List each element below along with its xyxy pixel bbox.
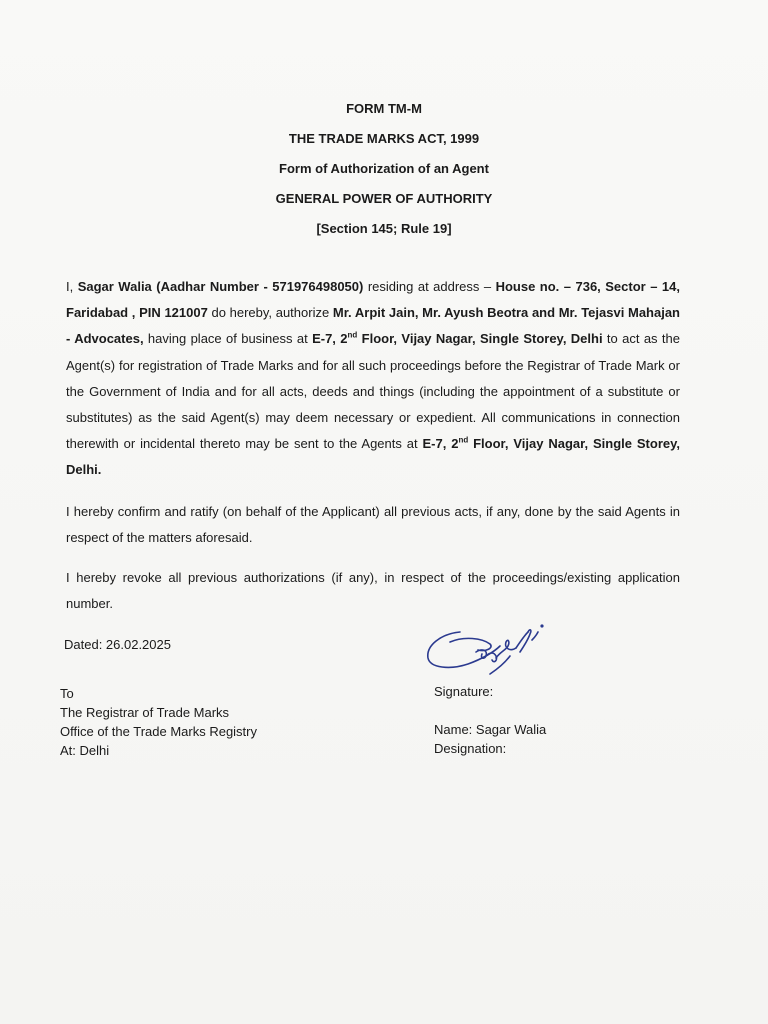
- addressee-line-1: The Registrar of Trade Marks: [60, 705, 230, 720]
- section-reference: [Section 145; Rule 19]: [316, 221, 452, 236]
- signature-label: Signature:: [434, 684, 494, 699]
- handwritten-signature: [420, 612, 550, 684]
- ratification-paragraph: I hereby confirm and ratify (on behalf of the Applicant) all previous acts, if any, done by the said Agents in respect of the matters aforesaid.: [66, 504, 680, 546]
- p1-text-3: do hereby, authorize: [207, 305, 333, 321]
- addressee-to: To: [60, 686, 74, 701]
- communication-address-part-1: E-7, 2: [422, 436, 459, 452]
- agent-names: Mr. Arpit Jain, Mr. Ayush Beotra and Mr. Tejasvi Mahajan - Advocates,: [66, 305, 681, 347]
- p1-text-4: having place of business at: [143, 331, 313, 347]
- signatory-designation: Designation:: [434, 741, 507, 756]
- agent-address-part-2: Floor, Vijay Nagar, Single Storey, Delhi: [357, 331, 603, 347]
- applicant-address: House no. – 736, Sector – 14, Faridabad , PIN 121007: [66, 279, 680, 321]
- date-line: Dated: 26.02.2025: [64, 637, 171, 652]
- ordinal-suffix: nd: [458, 435, 469, 445]
- addressee-block: [60, 684, 257, 760]
- agent-address: [312, 331, 603, 346]
- agent-address-part-1: E-7, 2: [312, 331, 348, 347]
- document-title: GENERAL POWER OF AUTHORITY: [275, 191, 493, 206]
- form-subtitle: Form of Authorization of an Agent: [279, 161, 489, 176]
- form-number: FORM TM-M: [346, 101, 422, 116]
- applicant-name: Sagar Walia (Aadhar Number - 571976498050): [77, 279, 364, 294]
- revocation-paragraph: I hereby revoke all previous authorizations (if any), in respect of the proceedings/existing application number.: [66, 570, 680, 612]
- act-title: THE TRADE MARKS ACT, 1999: [288, 131, 480, 146]
- addressee-line-2: Office of the Trade Marks Registry: [60, 724, 257, 739]
- p1-text-2: residing at address –: [363, 279, 496, 294]
- p1-text-1: I,: [66, 279, 78, 294]
- communication-address-part-2: Floor, Vijay Nagar, Single Storey, Delhi.: [66, 436, 680, 478]
- signatory-name: Name: Sagar Walia: [434, 722, 547, 737]
- ordinal-suffix: nd: [347, 331, 358, 341]
- form-header: [0, 94, 768, 244]
- addressee-line-3: At: Delhi: [60, 743, 110, 758]
- p1-text-5: to act as the Agent(s) for registration of Trade Marks and for all such proceedings before the Registrar of Trade Mark or the Government of India and for all acts, deeds and things (including the appointment of a substitute or substitutes) as the said Agent(s) may deem necessary or expedient. All communications in connection therewith or incidental thereto may be sent to the Agents at: [66, 331, 680, 452]
- spacer: [434, 701, 546, 720]
- authorization-paragraph: [66, 274, 680, 484]
- signatory-block: [434, 682, 546, 758]
